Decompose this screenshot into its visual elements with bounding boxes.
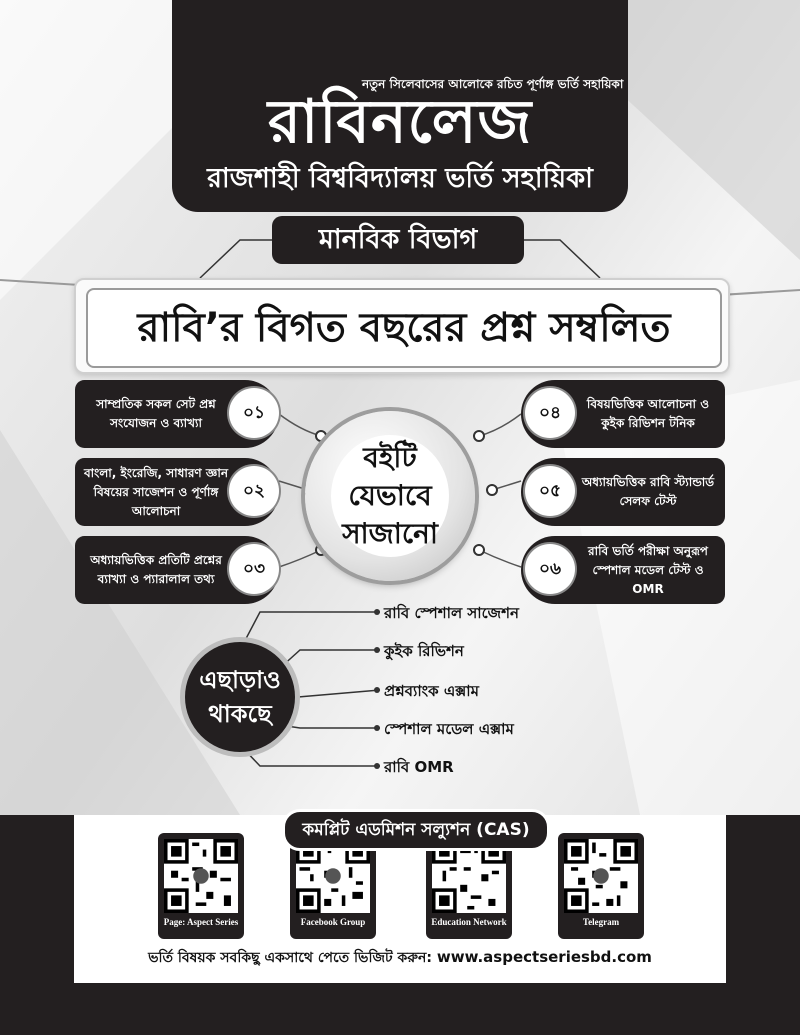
also-line-2: থাকছে	[208, 700, 272, 728]
also-included-badge	[185, 642, 295, 752]
qr-label: Facebook Group	[300, 917, 366, 927]
hub-line-2: যেভাবে	[348, 479, 432, 512]
qr-card-telegram[interactable]	[558, 833, 644, 939]
visit-line	[74, 946, 726, 970]
feature-number: ০১	[229, 388, 279, 438]
qr-code-icon	[164, 839, 238, 913]
extra-item: রাবি স্পেশাল সাজেশন	[384, 602, 519, 627]
visit-text: ভর্তি বিষয়ক সবকিছু একসাথে পেতে ভিজিট করুন:	[148, 950, 432, 966]
subtitle: রাজশাহী বিশ্ববিদ্যালয় ভর্তি সহায়িকা	[207, 163, 593, 194]
center-hub	[305, 411, 475, 581]
header-block	[172, 0, 628, 212]
feature-number: ০৪	[525, 388, 575, 438]
qr-card-page[interactable]	[158, 833, 244, 939]
banner-text: রাবি’র বিগত বছরের প্রশ্ন সম্বলিত	[86, 288, 722, 368]
cas-badge: কমপ্লিট এডমিশন সল্যুশন (CAS)	[282, 809, 550, 851]
extra-item: কুইক রিভিশন	[384, 640, 464, 665]
feature-number: ০৩	[229, 544, 279, 594]
feature-text: অধ্যায়ভিত্তিক রাবি স্ট্যান্ডার্ড সেলফ টেস্ট	[581, 475, 715, 508]
extra-item: প্রশ্নব্যাংক এক্সাম	[384, 680, 479, 705]
feature-text: রাবি ভর্তি পরীক্ষা অনুরূপ স্পেশাল মডেল টেস্ট ও OMR	[588, 543, 708, 596]
feature-number: ০২	[229, 466, 279, 516]
feature-card-4	[521, 380, 725, 448]
tagline: নতুন সিলেবাসের আলোকে রচিত পূর্ণাঙ্গ ভর্তি সহায়িকা	[362, 77, 624, 91]
qr-label: Telegram	[582, 917, 620, 927]
feature-card-6	[521, 536, 725, 604]
feature-text: বাংলা, ইংরেজি, সাধারণ জ্ঞান বিষয়ের সাজেশন ও পূর্ণাঙ্গ আলোচনা	[84, 465, 228, 518]
feature-card-2	[75, 458, 279, 526]
feature-number: ০৬	[525, 544, 575, 594]
feature-card-3	[75, 536, 279, 604]
feature-card-5	[521, 458, 725, 526]
also-line-1: এছাড়াও	[199, 666, 281, 694]
hub-line-1: বইটি	[363, 441, 417, 474]
feature-text: সাম্প্রতিক সকল সেট প্রশ্ন সংযোজন ও ব্যাখ্যা	[96, 397, 216, 430]
department-badge: মানবিক বিভাগ	[272, 216, 524, 264]
extra-item: রাবি OMR	[384, 756, 454, 781]
footer	[0, 815, 800, 1035]
qr-label: Education Network	[431, 917, 507, 927]
qr-code-icon	[564, 839, 638, 913]
brand-title: রাবিনলেজ	[267, 87, 533, 157]
feature-text: বিষয়ভিত্তিক আলোচনা ও কুইক রিভিশন টনিক	[586, 397, 710, 430]
feature-text: অধ্যায়ভিত্তিক প্রতিটি প্রশ্নের ব্যাখ্যা ও প্যারালাল তথ্য	[90, 553, 222, 586]
extra-item: স্পেশাল মডেল এক্সাম	[384, 718, 514, 743]
hub-label	[331, 435, 449, 557]
qr-label: Page: Aspect Series	[163, 917, 239, 927]
feature-card-1	[75, 380, 279, 448]
hub-line-3: সাজানো	[342, 517, 438, 550]
banner-frame	[74, 278, 730, 374]
feature-number: ০৫	[525, 466, 575, 516]
website-link[interactable]: www.aspectseriesbd.com	[436, 948, 652, 966]
